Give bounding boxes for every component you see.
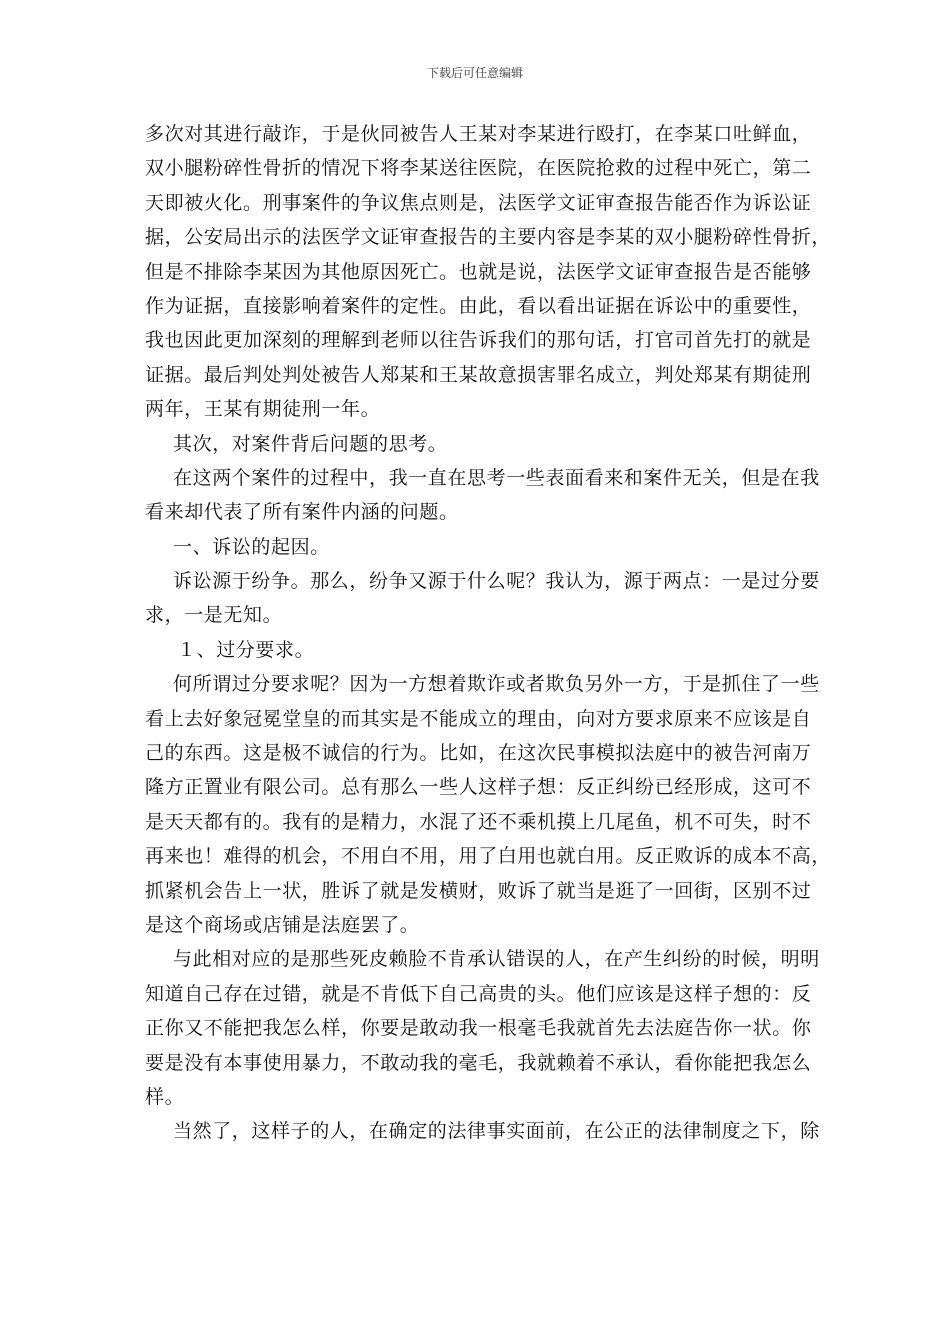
text-line: 是这个商场或店铺是法庭罢了。	[145, 913, 420, 936]
text-line: 是天天都有的。我有的是精力，水混了还不乘机摸上几尾鱼，机不可失，时不	[145, 810, 812, 833]
text-line: 要是没有本事使用暴力，不敢动我的毫毛，我就赖着不承认，看你能把我怎么	[145, 1051, 812, 1074]
text-line: 在这两个案件的过程中，我一直在思考一些表面看来和案件无关，但是在我	[173, 466, 820, 489]
subsection-heading-line: １、过分要求。	[177, 638, 315, 661]
text-line: 我也因此更加深刻的理解到老师以往告诉我们的那句话，打官司首先打的就是	[145, 329, 812, 352]
text-line: 据，公安局出示的法医学文证审查报告的主要内容是李某的双小腿粉碎性骨折，	[145, 226, 832, 249]
text-line: 知道自己存在过错，就是不肯低下自己高贵的头。他们应该是这样子想的：反	[145, 982, 812, 1005]
text-line: 样。	[145, 1085, 185, 1108]
text-line: 抓紧机会告上一状，胜诉了就是发横财，败诉了就当是逛了一回街，区别不过	[145, 879, 812, 902]
text-line: 双小腿粉碎性骨折的情况下将李某送往医院，在医院抢救的过程中死亡，第二	[145, 157, 812, 180]
text-line: 隆方正置业有限公司。总有那么一些人这样子想：反正纠纷已经形成，这可不	[145, 776, 812, 799]
text-line: 多次对其进行敲诈，于是伙同被告人王某对李某进行殴打，在李某口吐鲜血，	[145, 123, 812, 145]
text-line: 证据。最后判处判处被告人郑某和王某故意损害罪名成立，判处郑某有期徒刑	[145, 363, 812, 386]
text-line: 与此相对应的是那些死皮赖脸不肯承认错误的人，在产生纠纷的时候，明明	[173, 948, 820, 971]
page-header-note: 下载后可任意编辑	[426, 66, 523, 80]
document-body	[145, 117, 832, 1149]
text-line: 正你又不能把我怎么样，你要是敢动我一根毫毛我就首先去法庭告你一状。你	[145, 1017, 812, 1040]
text-line: 两年，王某有期徒刑一年。	[145, 398, 381, 421]
text-line: 再来也！难得的机会，不用白不用，用了白用也就白用。反正败诉的成本不高，	[145, 845, 832, 868]
paragraph-heading-line: 其次，对案件背后问题的思考。	[173, 432, 448, 455]
text-line: 诉讼源于纷争。那么，纷争又源于什么呢？我认为，源于两点：一是过分要	[173, 570, 820, 593]
section-heading-line: 一、诉讼的起因。	[173, 535, 330, 558]
text-line: 看上去好象冠冕堂皇的而其实是不能成立的理由，向对方要求原来不应该是自	[145, 707, 812, 730]
text-line: 但是不排除李某因为其他原因死亡。也就是说，法医学文证审查报告是否能够	[145, 260, 812, 283]
text-line: 己的东西。这是极不诚信的行为。比如，在这次民事模拟法庭中的被告河南万	[145, 742, 812, 765]
text-line: 求，一是无知。	[145, 604, 283, 627]
text-line: 天即被火化。刑事案件的争议焦点则是，法医学文证审查报告能否作为诉讼证	[145, 191, 812, 214]
text-line: 看来却代表了所有案件内涵的问题。	[145, 501, 459, 524]
text-line: 当然了，这样子的人，在确定的法律事实面前，在公正的法律制度之下，除	[173, 1120, 820, 1143]
text-line: 何所谓过分要求呢？因为一方想着欺诈或者欺负另外一方，于是抓住了一些	[173, 673, 820, 696]
text-line: 作为证据，直接影响着案件的定性。由此，看以看出证据在诉讼中的重要性，	[145, 294, 812, 317]
